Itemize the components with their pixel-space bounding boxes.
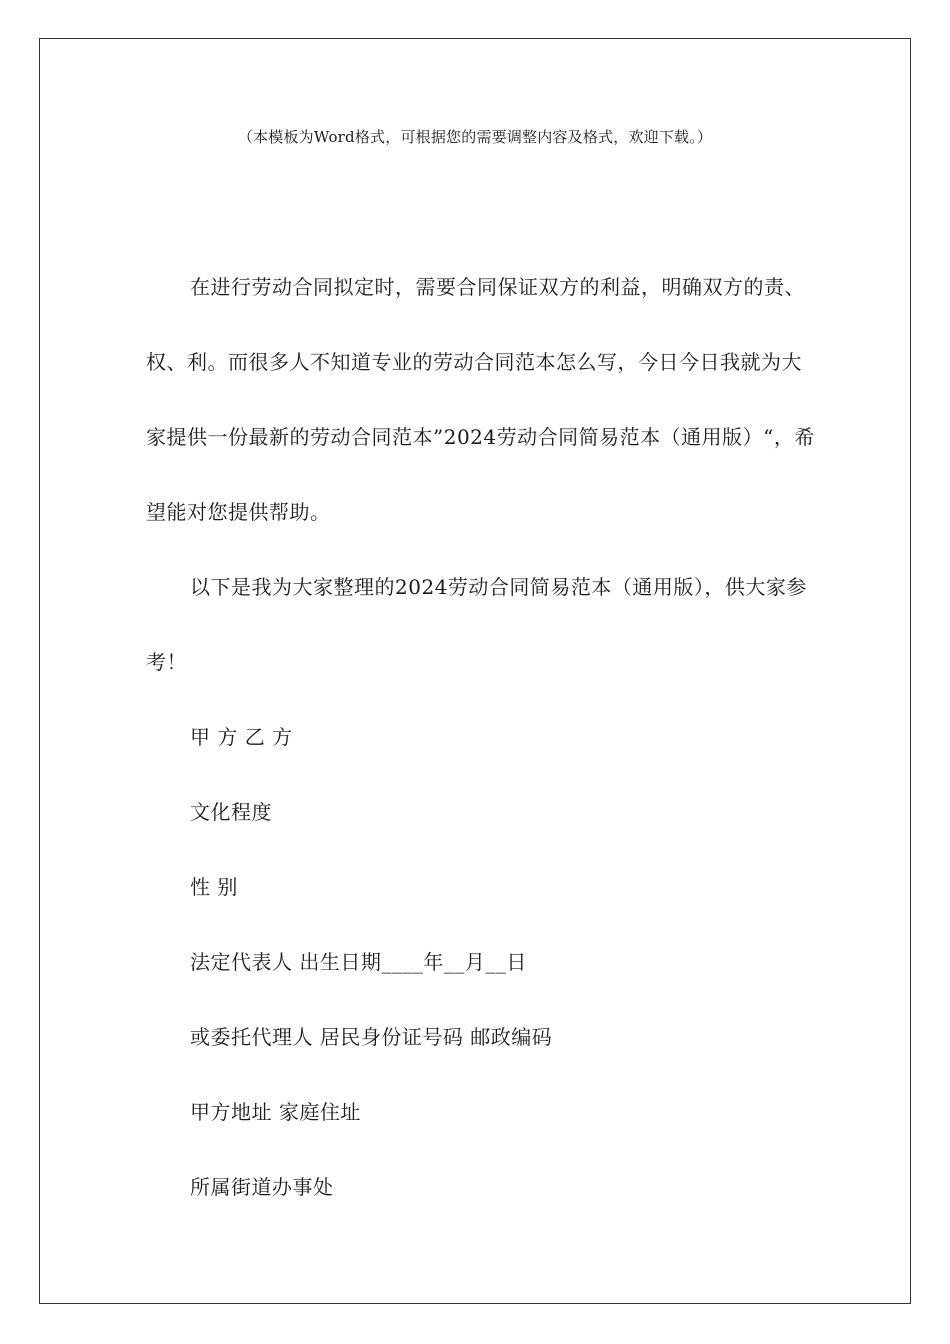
document-body (146, 250, 816, 1225)
form-line-gender: 性 别 (190, 875, 238, 899)
intro-paragraph: 在进行劳动合同拟定时，需要合同保证双方的利益，明确双方的责、权、利。而很多人不知道专业的劳动合同范本怎么写，今日今日我就为大家提供一份最新的劳动合同范本”2024劳动合同简易范本（通用版）“，希望能对您提供帮助。 (146, 275, 815, 524)
form-line-address: 甲方地址 家庭住址 (190, 1100, 361, 1124)
form-line-subdistrict: 所属街道办事处 (190, 1175, 334, 1199)
form-line-parties: 甲 方 乙 方 (190, 725, 293, 749)
form-line-representative: 法定代表人 出生日期____年__月__日 (190, 950, 527, 974)
form-line-education: 文化程度 (190, 800, 272, 824)
template-note: （本模板为Word格式，可根据您的需要调整内容及格式，欢迎下载。） (237, 128, 713, 146)
reference-paragraph: 以下是我为大家整理的2024劳动合同简易范本（通用版），供大家参考！ (146, 575, 807, 674)
form-line-agent: 或委托代理人 居民身份证号码 邮政编码 (190, 1025, 553, 1049)
